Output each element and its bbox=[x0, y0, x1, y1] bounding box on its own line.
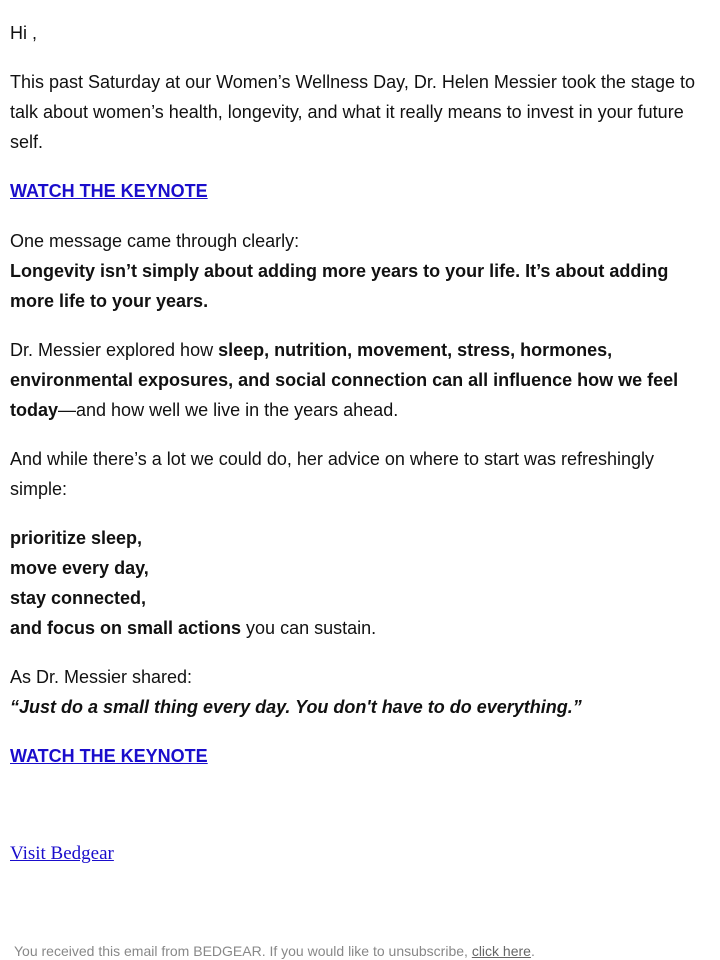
explored-bold: sleep, nutrition, movement, stress, hormones, environmental exposures, and social connection can all influence how we feel today bbox=[10, 340, 679, 420]
tip-item: move every day, bbox=[10, 558, 149, 578]
tip-item-bold: and focus on small actions bbox=[10, 618, 242, 638]
footer-end: . bbox=[530, 943, 535, 959]
quote-intro: As Dr. Messier shared: bbox=[10, 667, 193, 687]
watch-keynote-link-bottom-wrapper bbox=[10, 741, 208, 771]
greeting: Hi , bbox=[10, 23, 37, 43]
explored-suffix: —and how well we live in the years ahead. bbox=[58, 400, 399, 420]
quote-text: “Just do a small thing every day. You don't have to do everything.” bbox=[10, 697, 582, 717]
tip-item: prioritize sleep, bbox=[10, 528, 143, 548]
advice-paragraph: And while there’s a lot we could do, her advice on where to start was refreshingly simple: bbox=[10, 449, 655, 499]
tip-item-rest: you can sustain. bbox=[241, 618, 377, 638]
visit-bedgear-link[interactable]: Visit Bedgear bbox=[10, 843, 114, 864]
message-paragraph bbox=[10, 226, 715, 316]
visit-wrapper bbox=[10, 838, 114, 869]
explored-prefix: Dr. Messier explored how bbox=[10, 340, 219, 360]
footer bbox=[14, 940, 535, 960]
watch-keynote-link[interactable]: WATCH THE KEYNOTE bbox=[10, 181, 208, 201]
quote-paragraph bbox=[10, 662, 715, 722]
unsubscribe-link[interactable]: click here bbox=[471, 943, 531, 959]
intro-paragraph: This past Saturday at our Women’s Wellness Day, Dr. Helen Messier took the stage to talk about women’s health, longevity, and what it really means to invest in your future self. bbox=[10, 72, 695, 152]
footer-text: You received this email from BEDGEAR. If you would like to unsubscribe, bbox=[14, 943, 472, 959]
message-highlight: Longevity isn’t simply about adding more years to your life. It’s about adding more life to your years. bbox=[10, 261, 669, 311]
watch-keynote-link-bottom[interactable]: WATCH THE KEYNOTE bbox=[10, 746, 208, 766]
message-intro: One message came through clearly: bbox=[10, 231, 300, 251]
tips-list bbox=[10, 523, 715, 643]
explored-paragraph bbox=[10, 335, 715, 425]
tip-item: stay connected, bbox=[10, 588, 147, 608]
watch-keynote-link-top-wrapper bbox=[10, 176, 208, 206]
